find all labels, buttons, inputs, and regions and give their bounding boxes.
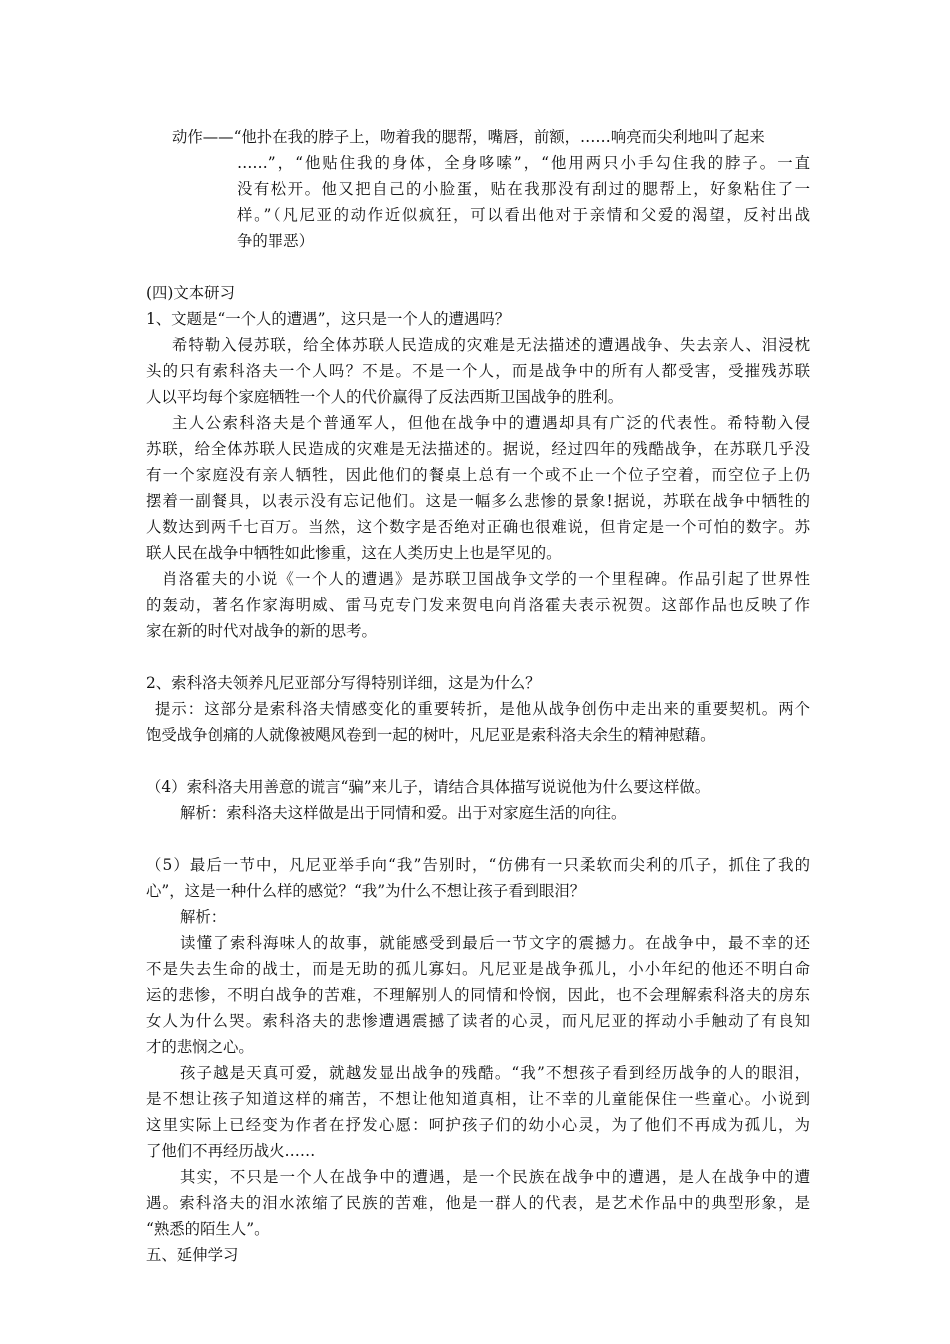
- paragraph-line: 苏联，给全体苏联人民造成的灾难是无法描述的。据说，经过四年的残酷战争，在苏联几乎没: [146, 440, 810, 458]
- paragraph-line: 遇。索科洛夫的泪水浓缩了民族的苦难，他是一群人的代表，是艺术作品中的典型形象，是: [146, 1194, 810, 1212]
- paragraph-line: 人以平均每个家庭牺牲一个人的代价赢得了反法西斯卫国战争的胜利。: [146, 388, 624, 406]
- text-line: 争的罪恶）: [237, 232, 314, 250]
- paragraph-line: 这里实际上已经变为作者在抒发心愿：呵护孩子们的幼小心灵，为了他们不再成为孤儿，为: [146, 1116, 810, 1134]
- paragraph-line: 了他们不再经历战火……: [146, 1142, 316, 1160]
- text-line-action: 动作——“他扑在我的脖子上，吻着我的腮帮，嘴唇，前额，……响亮而尖利地叫了起来: [172, 128, 765, 146]
- answer-label: 解析：: [180, 908, 227, 926]
- paragraph-line: 家在新的时代对战争的新的思考。: [146, 622, 377, 640]
- question-1: 1、文题是“一个人的遭遇”，这只是一个人的遭遇吗？: [146, 310, 511, 328]
- paragraph-line: 运的悲惨，不明白战争的苦难，不理解别人的同情和怜悯，因此，也不会理解索科洛夫的房东: [146, 986, 810, 1004]
- question-5-line: 心”，这是一种什么样的感觉？“我”为什么不想让孩子看到眼泪？: [146, 882, 586, 900]
- paragraph-line: 不是失去生命的战士，而是无助的孤儿寡妇。凡尼亚是战争孤儿，小小年纪的他还不明白命: [146, 960, 810, 978]
- text-line: 没有松开。他又把自己的小脸蛋，贴在我那没有刮过的腮帮上，好象粘住了一: [237, 180, 810, 198]
- paragraph-line: 有一个家庭没有亲人牺牲，因此他们的餐桌上总有一个或不止一个位子空着，而空位子上仍: [146, 466, 810, 484]
- paragraph-line: 孩子越是天真可爱，就越发显出战争的残酷。“我”不想孩子看到经历战争的人的眼泪，: [180, 1064, 810, 1082]
- paragraph-line: 的轰动，著名作家海明威、雷马克专门发来贺电向肖洛霍夫表示祝贺。这部作品也反映了作: [146, 596, 810, 614]
- paragraph-line: 希特勒入侵苏联，给全体苏联人民造成的灾难是无法描述的遭遇战争、失去亲人、泪浸枕: [172, 336, 810, 354]
- paragraph-line: 主人公索科洛夫是个普通军人，但他在战争中的遭遇却具有广泛的代表性。希特勒入侵: [172, 414, 810, 432]
- section-heading: (四)文本研习: [146, 284, 235, 302]
- question-5: （5）最后一节中，凡尼亚举手向“我”告别时，“仿佛有一只柔软而尖利的爪子，抓住了我的: [146, 856, 810, 874]
- question-4: （4）索科洛夫用善意的谎言“骗”来儿子，请结合具体描写说说他为什么要这样做。: [146, 778, 711, 796]
- paragraph-line: 头的只有索科洛夫一个人吗？不是。不是一个人，而是战争中的所有人都受害，受摧残苏联: [146, 362, 810, 380]
- paragraph-line: 读懂了索科海味人的故事，就能感受到最后一节文字的震撼力。在战争中，最不幸的还: [180, 934, 810, 952]
- question-2: 2、索科洛夫领养凡尼亚部分写得特别详细，这是为什么？: [146, 674, 541, 692]
- text-line: 样。”（凡尼亚的动作近似疯狂，可以看出他对于亲情和父爱的渴望，反衬出战: [237, 206, 810, 224]
- answer-line: 解析：索科洛夫这样做是出于同情和爱。出于对家庭生活的向往。: [180, 804, 627, 822]
- hint-line: 提示：这部分是索科洛夫情感变化的重要转折，是他从战争创伤中走出来的重要契机。两个: [155, 700, 810, 718]
- paragraph-line: 肖洛霍夫的小说《一个人的遭遇》是苏联卫国战争文学的一个里程碑。作品引起了世界性: [162, 570, 810, 588]
- paragraph-line: 联人民在战争中牺牲如此惨重，这在人类历史上也是罕见的。: [146, 544, 562, 562]
- paragraph-line: 人数达到两千七百万。当然，这个数字是否绝对正确也很难说，但肯定是一个可怕的数字。苏: [146, 518, 810, 536]
- paragraph-line: 其实，不只是一个人在战争中的遭遇，是一个民族在战争中的遭遇，是人在战争中的遭: [180, 1168, 810, 1186]
- paragraph-line: 女人为什么哭。索科洛夫的悲惨遭遇震撼了读者的心灵，而凡尼亚的挥动小手触动了有良知: [146, 1012, 810, 1030]
- section-heading-5: 五、延伸学习: [146, 1246, 239, 1264]
- paragraph-line: “熟悉的陌生人”。: [146, 1220, 270, 1238]
- paragraph-line: 才的悲悯之心。: [146, 1038, 254, 1056]
- text-line: ……”，“他贴住我的身体，全身哆嗦”，“他用两只小手勾住我的脖子。一直: [237, 154, 810, 172]
- paragraph-line: 摆着一副餐具，以表示没有忘记他们。这是一幅多么悲惨的景象!据说，苏联在战争中牺牲的: [146, 492, 810, 510]
- paragraph-line: 是不想让孩子知道这样的痛苦，不想让他知道真相，让不幸的儿童能保住一些童心。小说到: [146, 1090, 810, 1108]
- hint-line: 饱受战争创痛的人就像被飓风卷到一起的树叶，凡尼亚是索科洛夫余生的精神慰藉。: [146, 726, 716, 744]
